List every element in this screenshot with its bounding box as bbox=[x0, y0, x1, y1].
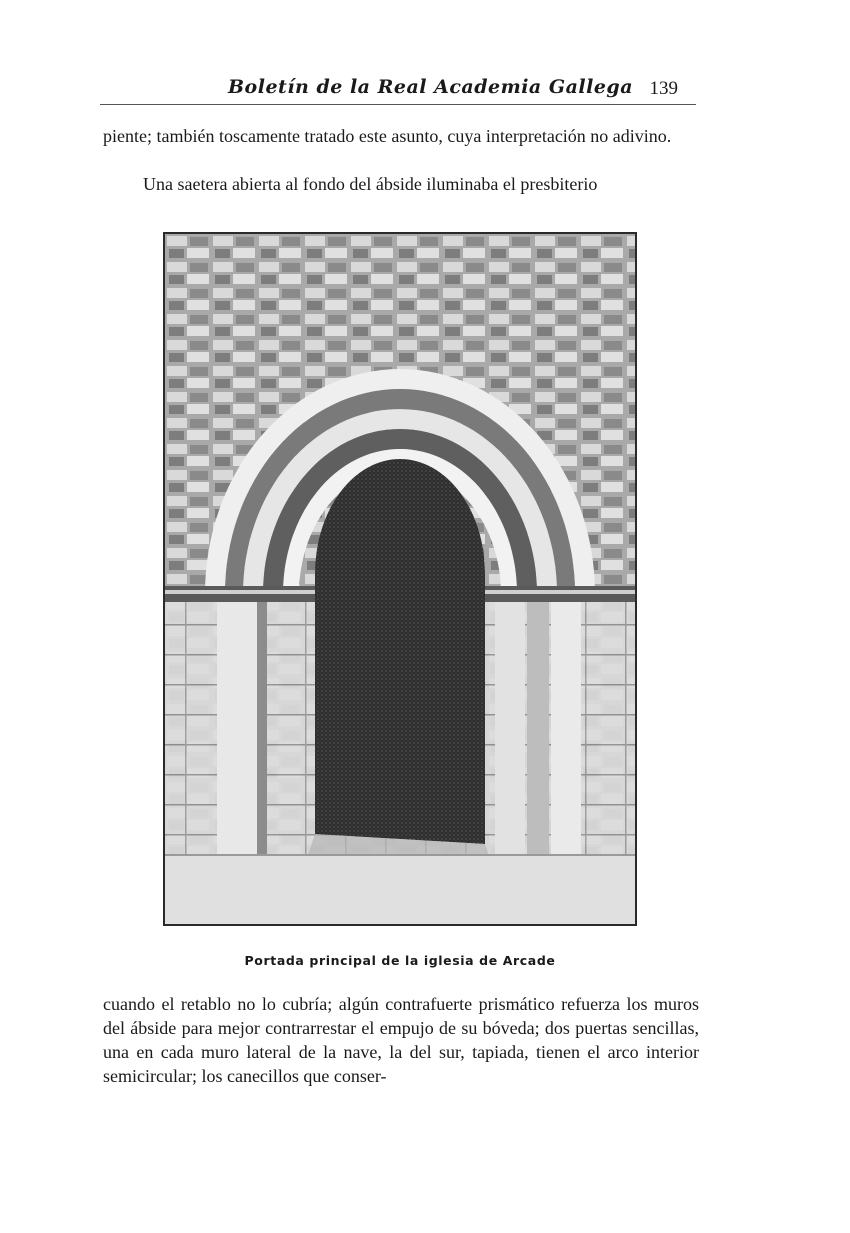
header-rule bbox=[100, 104, 696, 105]
running-header bbox=[100, 76, 700, 102]
paragraph: Una saetera abierta al fondo del ábside iluminaba el presbiterio bbox=[143, 174, 598, 194]
page-number: 139 bbox=[649, 78, 678, 99]
running-title: Boletín de la Real Academia Gallega bbox=[228, 76, 634, 98]
figure-caption: Portada principal de la iglesia de Arcade bbox=[244, 953, 556, 968]
paragraph: cuando el retablo no lo cubría; algún contrafuerte prismático refuerza los muros del ábside para mejor contrarrestar el empujo de su bóveda; dos puertas sencillas, una en cada muro lateral de la nave, la del sur, tapiada, tienen el arco interior semicircular; los canecillos que conser- bbox=[103, 994, 699, 1086]
church-portal-photo bbox=[163, 232, 637, 926]
paragraph: piente; también toscamente tratado este asunto, cuya interpretación no adivino. bbox=[103, 126, 672, 146]
